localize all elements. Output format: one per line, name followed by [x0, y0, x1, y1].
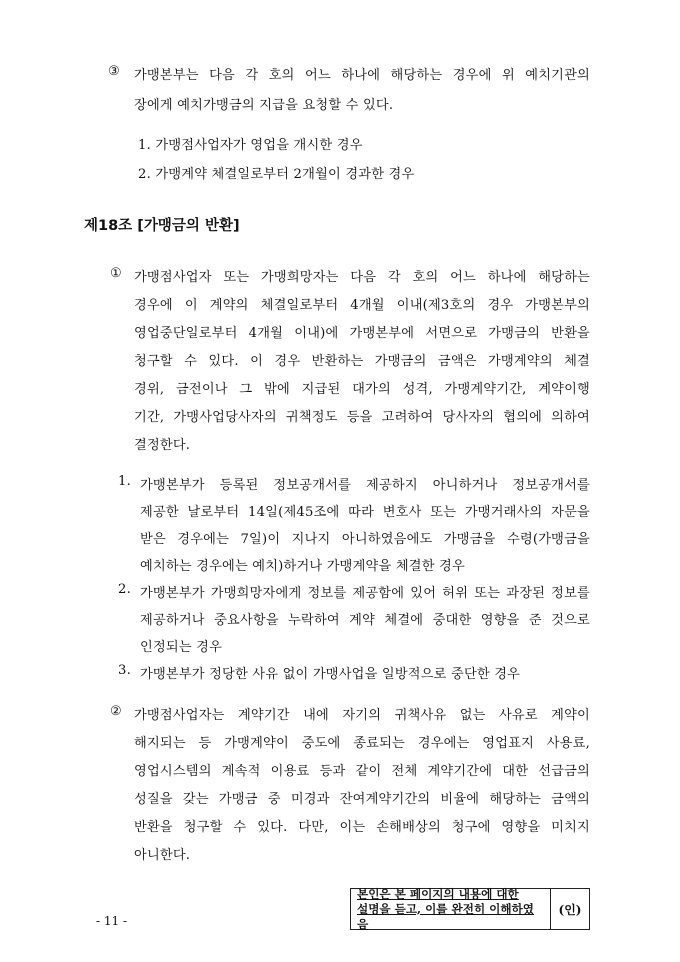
item-1-line-3: 받은 경우에는 7일)이 지나지 아니하였음에도 가맹금을 수령(가맹금을: [140, 532, 590, 547]
clause-1-line-2: 경우에 이 계약의 체결일로부터 4개월 이내(제3호의 경우 가맹본부의: [134, 298, 590, 313]
clause-3-item-1: 1. 가맹점사업자가 영업을 개시한 경우: [138, 138, 363, 153]
item-1-line-2: 제공한 날로부터 14일(제45조에 따라 변호사 또는 가맹거래사의 자문을: [140, 505, 590, 520]
clause-3-item-2: 2. 가맹계약 체결일로부터 2개월이 경과한 경우: [138, 167, 415, 182]
clause-3-marker: ③: [108, 64, 121, 79]
item-3-number: 3.: [118, 663, 131, 678]
item-1-number: 1.: [118, 474, 131, 489]
confirmation-box: [350, 888, 590, 930]
clause-2-line-6: 아니한다.: [134, 848, 191, 863]
item-3-line-1: 가맹본부가 정당한 사유 없이 가맹사업을 일방적으로 중단한 경우: [140, 667, 521, 682]
clause-3-line-2: 장에게 예치가맹금의 지급을 요청할 수 있다.: [134, 98, 394, 113]
clause-1-line-5: 경위, 금전이나 그 밖에 지급된 대가의 성격, 가맹계약기간, 계약이행: [134, 382, 590, 397]
clause-2-line-1: 가맹점사업자는 계약기간 내에 자기의 귀책사유 없는 사유로 계약이: [134, 708, 590, 723]
clause-1-marker: ①: [110, 266, 123, 281]
confirmation-statement: [351, 886, 551, 931]
item-2-line-1: 가맹본부가 가맹희망자에게 정보를 제공함에 있어 허위 또는 과장된 정보를: [140, 586, 590, 601]
clause-2-line-3: 영업시스템의 계속적 이용료 등과 같이 전체 계약기간에 대한 선급금의: [134, 764, 590, 779]
clause-1-line-3: 영업중단일로부터 4개월 이내)에 가맹본부에 서면으로 가맹금의 반환을: [134, 326, 590, 341]
confirmation-line-1: 본인은 본 페이지의 내용에 대한: [357, 886, 519, 901]
clause-2-line-4: 성질을 갖는 가맹금 중 미경과 잔여계약기간의 비율에 해당하는 금액의: [134, 792, 590, 807]
item-2-line-3: 인정되는 경우: [140, 640, 223, 655]
seal-field[interactable]: (인): [558, 902, 582, 917]
clause-1-line-1: 가맹점사업자 또는 가맹희망자는 다음 각 호의 어느 하나에 해당하는: [134, 270, 590, 285]
clause-2-marker: ②: [110, 704, 123, 719]
clause-1-line-7: 결정한다.: [134, 438, 191, 453]
article-18-title: 제18조 [가맹금의 반환]: [84, 218, 240, 234]
clause-2-line-2: 해지되는 등 가맹계약이 중도에 종료되는 경우에는 영업표지 사용료,: [134, 736, 590, 751]
clause-2-line-5: 반환을 청구할 수 있다. 다만, 이는 손해배상의 청구에 영향을 미치지: [134, 820, 590, 835]
item-1-line-4: 예치하는 경우에는 예치)하거나 가맹계약을 체결한 경우: [140, 559, 465, 574]
item-1-line-1: 가맹본부가 등록된 정보공개서를 제공하지 아니하거나 정보공개서를: [140, 478, 590, 493]
clause-3-line-1: 가맹본부는 다음 각 호의 어느 하나에 해당하는 경우에 위 예치기관의: [134, 68, 590, 83]
page-number: - 11 -: [96, 914, 128, 928]
clause-1-line-6: 기간, 가맹사업당사자의 귀책정도 등을 고려하여 당사자의 협의에 의하여: [134, 410, 590, 425]
confirmation-line-2: 설명을 듣고, 이를 완전히 이해하였음: [357, 901, 534, 931]
item-2-line-2: 제공하거나 중요사항을 누락하여 계약 체결에 중대한 영향을 준 것으로: [140, 613, 590, 628]
clause-1-line-4: 청구할 수 있다. 이 경우 반환하는 가맹금의 금액은 가맹계약의 체결: [134, 354, 590, 369]
item-2-number: 2.: [118, 582, 131, 597]
